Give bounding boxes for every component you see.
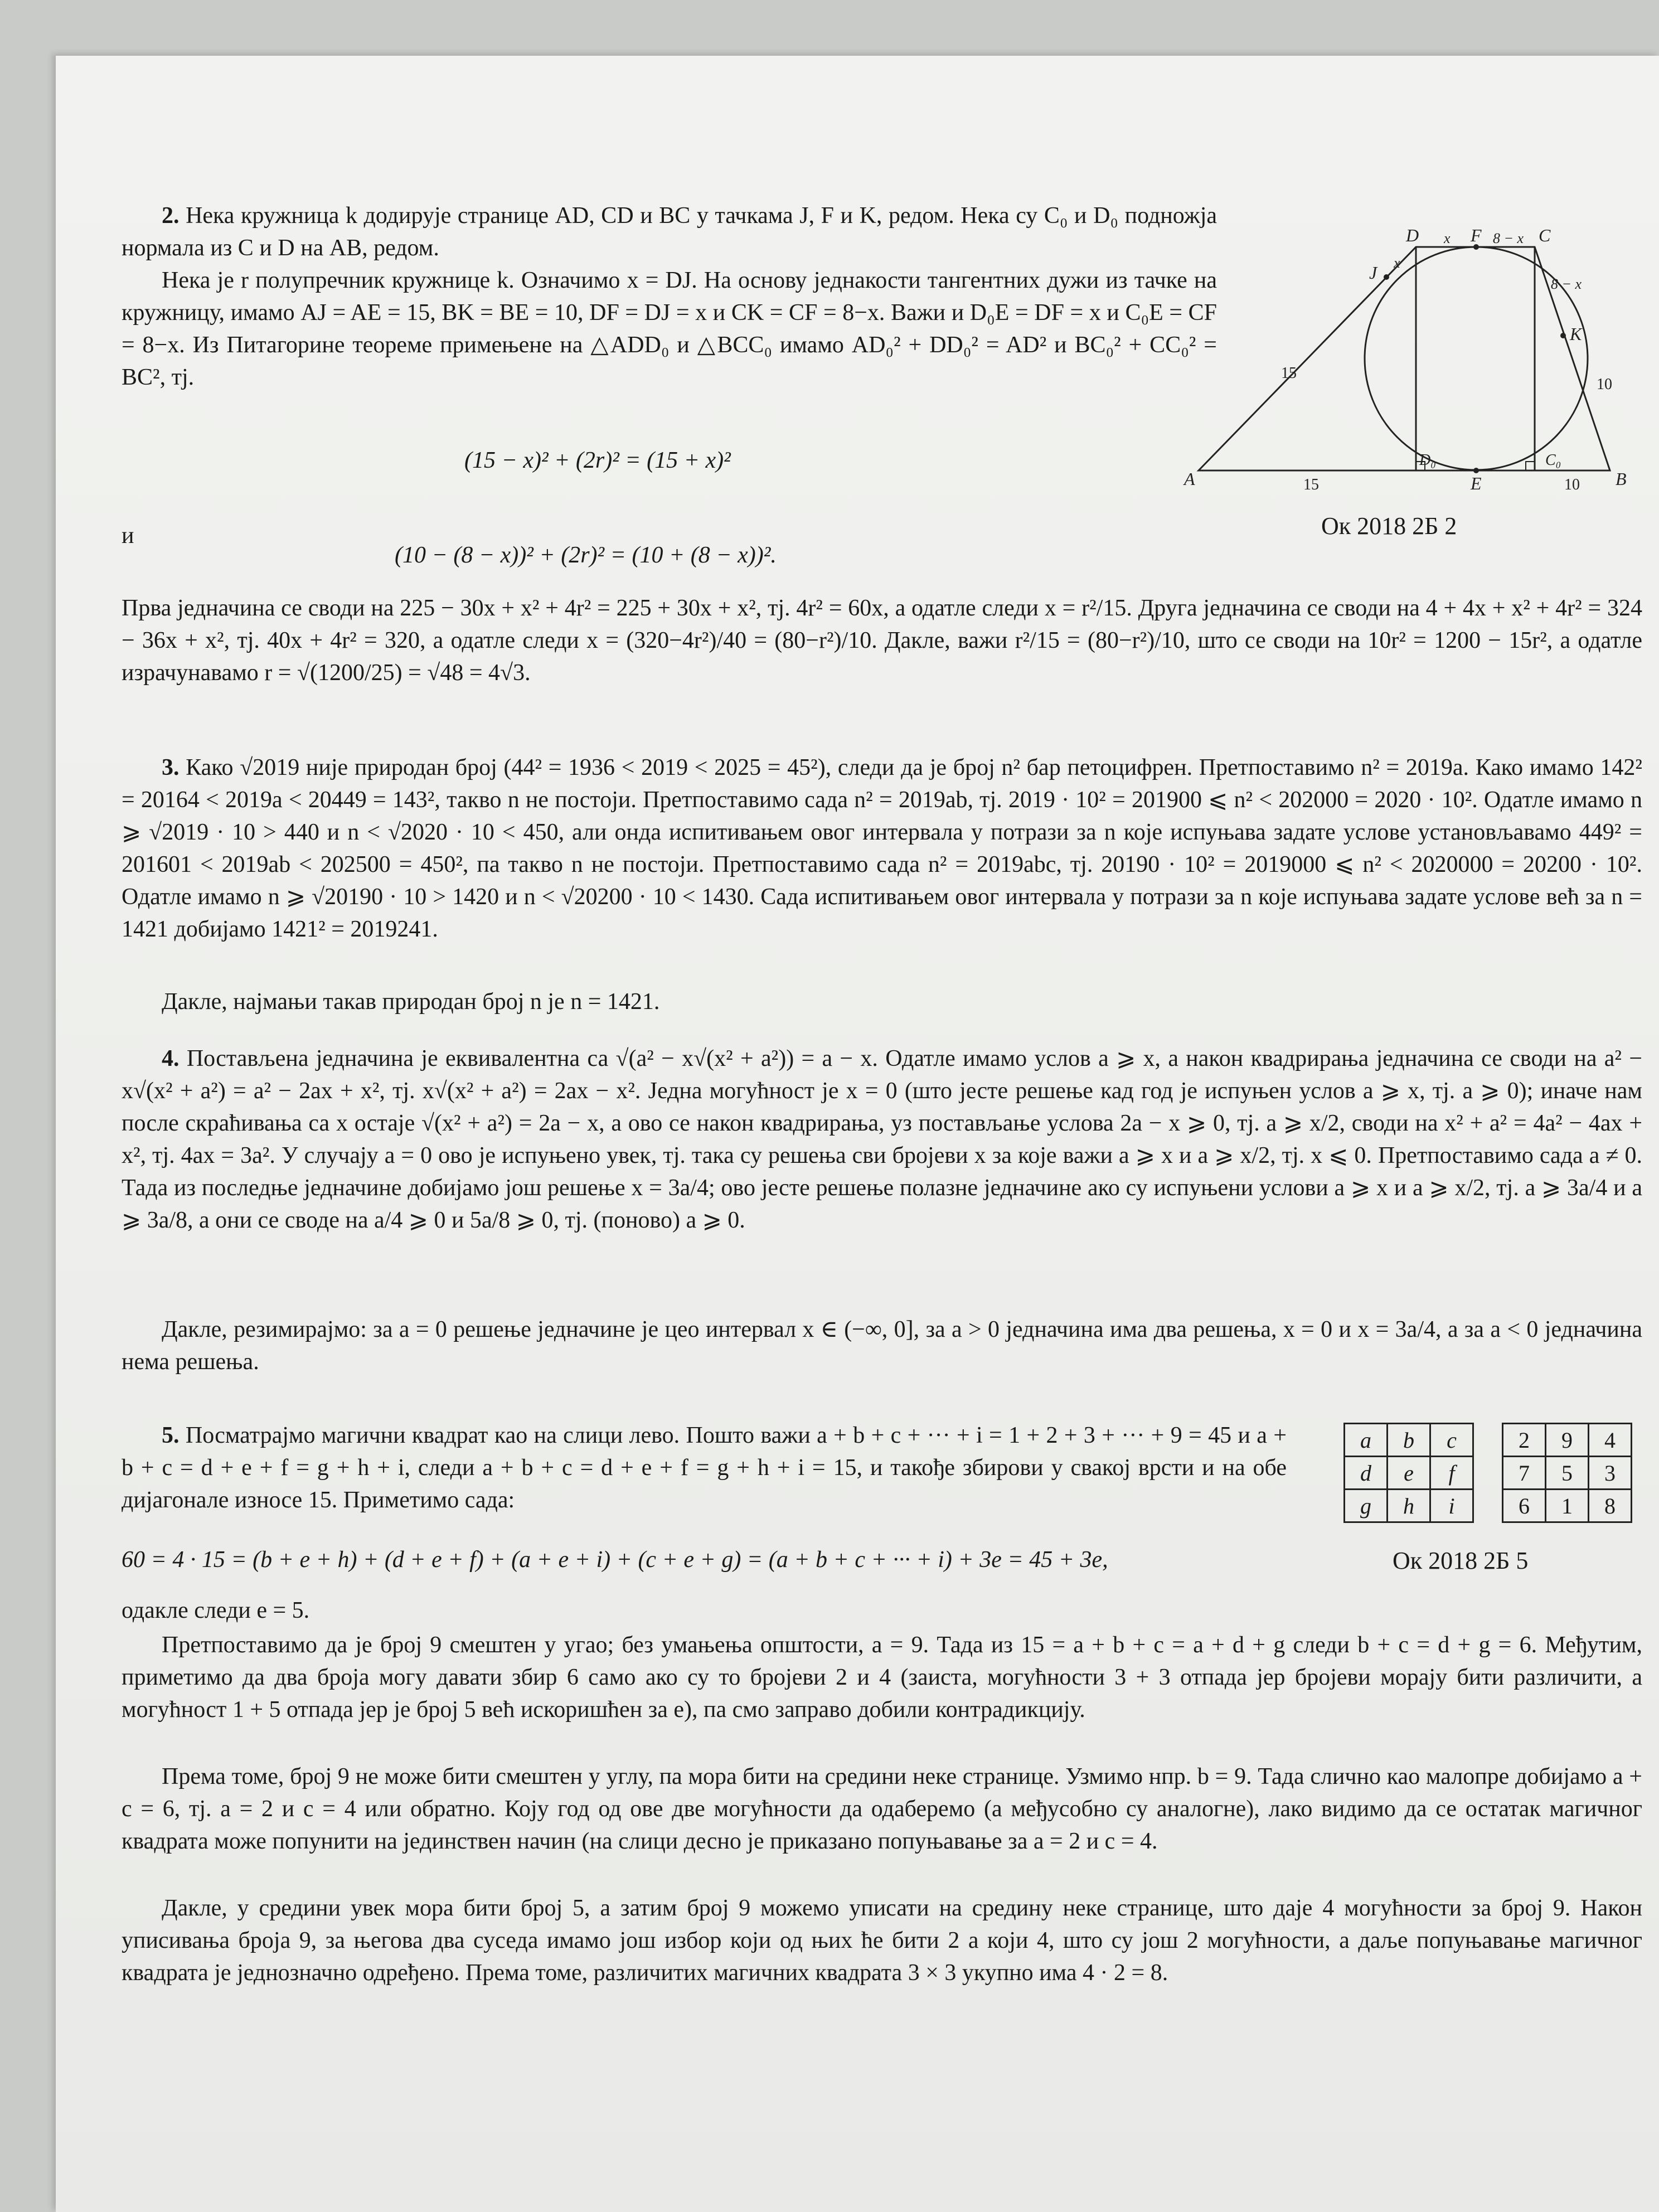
cell-e: e [1388,1457,1430,1490]
equation-2: (10 − (8 − x))² + (2r)² = (10 + (8 − x))². [395,542,777,568]
paper-sheet [56,56,1659,2212]
magic-square-letters [1343,1423,1474,1523]
problem-2-intro [122,200,1217,264]
cell-a: a [1345,1424,1388,1457]
segment-x-df: x [1444,230,1451,246]
label-f: F [1471,225,1482,245]
problem-3-text: Како √2019 није природан број (44² = 1936 < 2019 < 2025 = 45²), следи да је број n² бар петоцифрен. Претпоставимо n² = 2019a. Како имамо 142² = 20164 < 2019a < 20449 = 143², такво n не постоји. Претпоставимо сада n² = 2019ab, тј. 2019 · 10² = 201900 ⩽ n² < 202000 = 2020 · 10². Одатле имамо n ⩾ √2019 · 10 > 440 и n < √2020 · 10 < 450, али онда испитивањем овог интервала у потрази за n које испуњава задате услове установљавамо 449² = 201601 < 2019ab < 202500 = 450², па такво n не постоји. Претпоставимо сада n² = 2019abc, тј. 20190 · 10² = 2019000 ⩽ n² < 2020000 = 20200 · 10². Одатле имамо n ⩾ √20190 · 10 > 1420 и n < √20200 · 10 < 1430. Сада испитивањем овог интервала у потрази за n које испуњава задате услове већ за n = 1421 добијамо 1421² = 2019241. [122,755,1642,942]
num-cell: 3 [1589,1457,1632,1490]
num-cell: 7 [1503,1457,1546,1490]
cell-g: g [1345,1490,1388,1522]
segment-8-minus-x-fc: 8 − x [1493,230,1524,246]
problem-5-paragraph-3: Према томе, број 9 не може бити смештен у углу, па мора бити на средини неке странице. Узмимо нпр. b = 9. Тада слично као малопре добијамо a + c = 6, тј. a = 2 и c = 4 или обратно. Коју год од ове две могућности да одаберемо (а међусобно су аналогне), лако видимо да се остатак магичног квадрата може попунити на јединствен начин (на слици десно је приказано попуњавање за a = 2 и c = 4. [122,1764,1642,1854]
label-d0: D₀ [1419,452,1436,469]
label-a: A [1184,469,1195,489]
equation-1: (15 − x)² + (2r)² = (15 + x)² [464,448,731,473]
figure-caption-5: Ок 2018 2Б 5 [1393,1547,1529,1574]
problem-4-body [122,1042,1642,1236]
problem-3-conclusion: Дакле, најмањи такав природан број n је n = 1421. [162,989,660,1015]
cell-b: b [1388,1424,1430,1457]
num-cell: 9 [1546,1424,1589,1457]
segment-10-base: 10 [1564,476,1580,493]
segment-8-minus-x-ck: 8 − x [1551,276,1582,292]
label-c: C [1539,225,1551,245]
cell-i: i [1430,1490,1473,1522]
segment-15-side: 15 [1281,365,1297,382]
num-cell: 1 [1546,1490,1589,1522]
problem-5-paragraph-4: Дакле, у средини увек мора бити број 5, а затим број 9 можемо уписати на средину неке странице, што даје 4 могућности за број 9. Након уписивања броја 9, за његова два суседа имамо још избор који од њих ће бити 2 а који 4, што су још 2 могућности, а даље попуњавање магичног квадрата је једнозначно одређено. Према томе, различитих магичних квадрата 3 × 3 укупно има 4 · 2 = 8. [122,1895,1642,1986]
cell-h: h [1388,1490,1430,1522]
problem-3-number: 3. [162,755,180,780]
problem-2-body: Нека је r полупречник кружнице k. Означимо x = DJ. На основу једнакости тангентних дужи из тачке на кружницу, имамо AJ = AE = 15, BK = BE = 10, DF = DJ = x и CK = CF = 8−x. Важи и D₀E = DF = x и C₀E = CF = 8−x. Из Питагорине теореме примењене на △ADD₀ и △BCC₀ имамо AD₀² + DD₀² = AD² и BC₀² + CC₀² = BC², тј. [122,268,1217,390]
problem-2-solution: Прва једначина се своди на 225 − 30x + x² + 4r² = 225 + 30x + x², тј. 4r² = 60x, а одатле следи x = r²/15. Друга једначина се своди на 4 + 4x + x² + 4r² = 324 − 36x + x², тј. 40x + 4r² = 320, а одатле следи x = (320−4r²)/40 = (80−r²)/10. Дакле, важи r²/15 = (80−r²)/10, што се своди на 10r² = 1200 − 15r², а одатле израчунавамо r = √(1200/25) = √48 = 4√3. [122,595,1642,686]
problem-4-number: 4. [162,1046,180,1071]
figure-caption-2: Ок 2018 2Б 2 [1321,512,1457,540]
num-cell: 6 [1503,1490,1546,1522]
segment-x-dj: x [1394,255,1400,271]
num-cell: 5 [1546,1457,1589,1490]
problem-5-equation-tail: одакле следи e = 5. [122,1598,310,1623]
label-b: B [1616,469,1627,489]
label-e: E [1471,473,1482,493]
magic-square-numbers [1502,1423,1632,1523]
cell-f: f [1430,1457,1473,1490]
problem-5-paragraph-2: Претпоставимо да је број 9 смештен у угао; без умањења општости, a = 9. Тада из 15 = a + b + c = a + d + g следи b + c = d + g = 6. Међутим, приметимо да два броја могу давати збир 6 само ако су то бројеви 2 и 4 (заиста, могућности 3 + 3 отпада јер бројеви морају бити различити, а могућност 1 + 5 отпада јер је број 5 већ искоришћен за e), па смо заправо добили контрадикцију. [122,1632,1642,1723]
num-cell: 8 [1589,1490,1632,1522]
problem-5-number: 5. [162,1423,180,1448]
cell-c: c [1430,1424,1473,1457]
problem-4-text: Постављена једначина је еквивалентна са √(a² − x√(x² + a²)) = a − x. Одатле имамо услов a ⩾ x, а након квадрирања једначина се своди на a² − x√(x² + a²) = a² − 2ax + x², тј. x√(x² + a²) = 2ax − x². Једна могућност је x = 0 (што јесте решење кад год је испуњен услов a ⩾ x, тј. a ⩾ 0); иначе нам после скраћивања са x остаје √(x² + a²) = 2a − x, а ово се након квадрирања, уз постављање услова 2a − x ⩾ 0, тј. a ⩾ x/2, своди на x² + a² = 4a² − 4ax + x², тј. 4ax = 3a². У случају a = 0 ово је испуњено увек, тј. така су решења сви бројеви x за које важи a ⩾ x и a ⩾ x/2, тј. x ⩽ 0. Претпоставимо сада a ≠ 0. Тада из последње једначине добијамо још решење x = 3a/4; ово јесте решење полазне једначине ако су испуњени услови a ⩾ x и a ⩾ x/2, тј. a ⩾ 3a/4 и a ⩾ 3a/8, а они се своде на a/4 ⩾ 0 и 5a/8 ⩾ 0, тј. (поново) a ⩾ 0. [122,1046,1643,1233]
problem-4-conclusion: Дакле, резимирајмо: за a = 0 решење једначине је цео интервал x ∈ (−∞, 0], за a > 0 једначина има два решења, x = 0 и x = 3a/4, а за a < 0 једначина нема решења. [122,1317,1642,1375]
problem-5-intro [122,1419,1287,1516]
problem-5-intro-text: Посматрајмо магични квадрат као на слици лево. Пошто важи a + b + c + ··· + i = 1 + 2 + 3 + ··· + 9 = 45 и a + b + c = d + e + f = g + h + i, следи a + b + c = d + e + f = g + h + i = 15, и такође збирови у свакој врсти и на обе дијагонале износе 15. Приметимо сада: [122,1423,1287,1513]
label-j: J [1369,263,1377,283]
num-cell: 2 [1503,1424,1546,1457]
label-d: D [1406,225,1419,245]
label-k: K [1570,324,1582,344]
num-cell: 4 [1589,1424,1632,1457]
problem-5-equation: 60 = 4 · 15 = (b + e + h) + (d + e + f) + (a + e + i) + (c + e + g) = (a + b + c + ··· + i) + 3e = 45 + 3e, [122,1547,1108,1573]
conjunction-and: и [122,523,134,549]
label-c0: C₀ [1545,452,1561,469]
cell-d: d [1345,1457,1388,1490]
problem-2-number: 2. [162,203,180,229]
problem-2-intro-text: Нека кружница k додирује странице AD, CD и BC у тачкама J, F и K, редом. Нека су C₀ и D₀ подножја нормала из C и D на AB, редом. [122,203,1217,261]
trapezoid-outline [1199,247,1610,470]
problem-3-body [122,751,1642,945]
segment-15-base: 15 [1303,476,1319,493]
segment-10-side: 10 [1597,376,1612,393]
